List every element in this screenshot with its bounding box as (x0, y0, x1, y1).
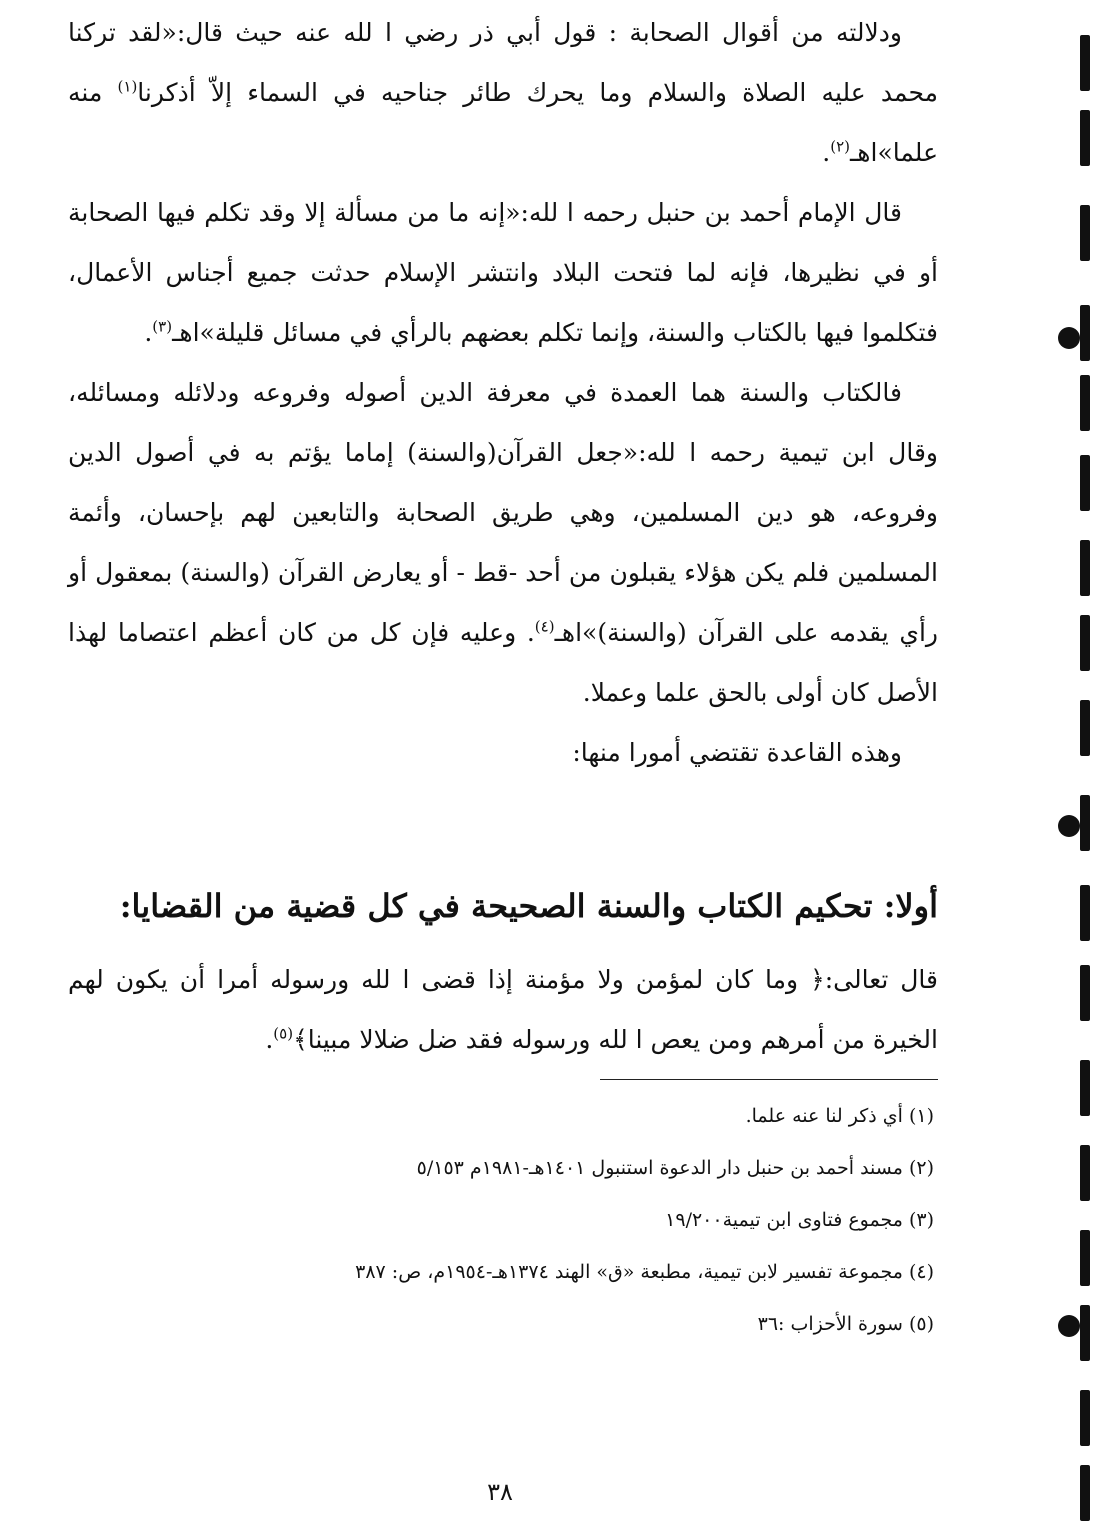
binding-bar (1080, 1145, 1090, 1201)
binding-bar (1080, 455, 1090, 511)
binding-bar (1080, 110, 1090, 166)
binding-bar (1080, 1230, 1090, 1286)
footnote-ref-1: (١) (117, 77, 138, 96)
paragraph-rule-intro: وهذه القاعدة تقتضي أمورا منها: (572, 738, 902, 767)
binding-bar (1080, 795, 1090, 851)
binding-hole (1058, 327, 1080, 349)
binding-hole (1058, 1315, 1080, 1337)
footnote-separator (600, 1079, 938, 1080)
binding-bar (1080, 965, 1090, 1021)
section-heading: أولا: تحكيم الكتاب والسنة الصحيحة في كل قضية من القضايا: (119, 887, 938, 925)
paragraph-quran-verse: قال تعالى:﴿ وما كان لمؤمن ولا مؤمنة إذا قضى ا لله ورسوله أمرا أن يكون لهم الخيرة من أمرهم ومن يعص ا لله ورسوله فقد ضل ضلالا مبينا﴾$^{(٥)}$. (68, 965, 938, 1054)
binding-bar (1080, 305, 1090, 361)
binding-marks (1058, 0, 1097, 1530)
footnote-4: (٤) مجموعة تفسير لابن تيمية، مطبعة «ق» الهند ١٣٧٤هـ-١٩٥٤م، ص: ٣٨٧ (355, 1261, 934, 1283)
binding-bar (1080, 1305, 1090, 1361)
footnote-ref-2: (٢) (830, 137, 850, 156)
verse-text (68, 950, 938, 1070)
footnote-1: (١) أي ذكر لنا عنه علما. (745, 1105, 934, 1127)
paragraph-abu-dharr: ودلالته من أقوال الصحابة : قول أبي ذر رضي ا لله عنه حيث قال:«لقد تركنا محمد عليه الصلاة والسلام وما يحرك طائر جناحيه في السماء إلاّ أذكرنا$^{(١)}$ منه علما»اهـ$^{(٢)}$. (68, 18, 938, 167)
binding-bar (1080, 615, 1090, 671)
binding-bar (1080, 375, 1090, 431)
binding-bar (1080, 1390, 1090, 1446)
paragraph-ibn-taymiyyah: فالكتاب والسنة هما العمدة في معرفة الدين أصوله وفروعه ودلائله ومسائله، وقال ابن تيمية رحمه ا لله:«جعل القرآن(والسنة) إماما يؤتم به في أصول الدين وفروعه، هو دين المسلمين، وهي طريق الصحابة والتابعين لهم بإحسان، وأئمة المسلمين فلم يكن هؤلاء يقبلون من أحد -قط - أو يعارض القرآن (والسنة) بمعقول أو رأي يقدمه على القرآن (والسنة)»اهـ$^{(٤)}$. وعليه فإن كل من كان أعظم اعتصاما لهذا الأصل كان أولى بالحق علما وعملا. (68, 378, 938, 707)
page-number: ٣٨ (487, 1478, 513, 1506)
footnote-3: (٣) مجموع فتاوى ابن تيمية١٩/٢٠٠ (665, 1209, 934, 1231)
footnote-5: (٥) سورة الأحزاب :٣٦ (757, 1313, 934, 1335)
footnote-ref-4: (٤) (534, 617, 555, 636)
binding-bar (1080, 1465, 1090, 1521)
binding-hole (1058, 815, 1080, 837)
binding-bar (1080, 205, 1090, 261)
binding-bar (1080, 885, 1090, 941)
footnote-2: (٢) مسند أحمد بن حنبل دار الدعوة استنبول ١٤٠١هـ-١٩٨١م ٥/١٥٣ (416, 1157, 934, 1179)
main-text (68, 3, 938, 783)
paragraph-ahmad-ibn-hanbal: قال الإمام أحمد بن حنبل رحمه ا لله:«إنه ما من مسألة إلا وقد تكلم فيها الصحابة أو في نظيرها، فإنه لما فتحت البلاد وانتشر الإسلام حدثت جميع أجناس الأعمال، فتكلموا فيها بالكتاب والسنة، وإنما تكلم بعضهم بالرأي في مسائل قليلة»اهـ$^{(٣)}$. (68, 198, 938, 347)
binding-bar (1080, 700, 1090, 756)
binding-bar (1080, 35, 1090, 91)
footnotes (68, 1090, 938, 1350)
footnote-ref-5: (٥) (273, 1024, 294, 1043)
binding-bar (1080, 540, 1090, 596)
binding-bar (1080, 1060, 1090, 1116)
footnote-ref-3: (٣) (152, 317, 173, 336)
